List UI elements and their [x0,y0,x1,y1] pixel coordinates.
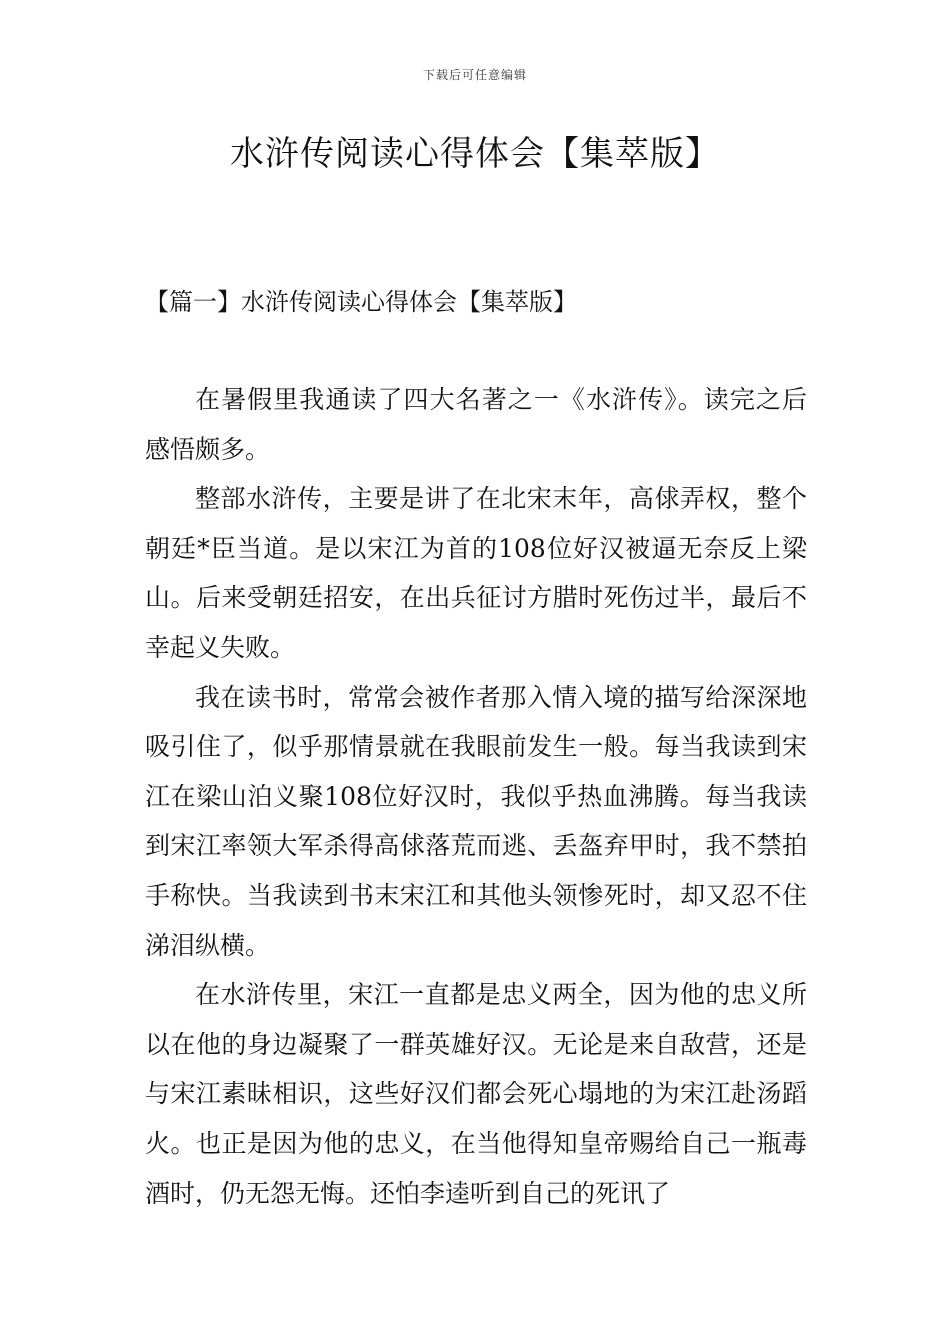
paragraph-4: 在水浒传里，宋江一直都是忠义两全，因为他的忠义所以在他的身边凝聚了一群英雄好汉。无论是来自敌营，还是与宋江素昧相识，这些好汉们都会死心塌地的为宋江赴汤蹈火。也正是因为他的忠义，在当他得知皇帝赐给自己一瓶毒酒时，仍无怨无悔。还怕李逵听到自己的死讯了 [145,980,807,1208]
paragraph-3: 我在读书时，常常会被作者那入情入境的描写给深深地吸引住了，似乎那情景就在我眼前发生一般。每当我读到宋江在梁山泊义聚108位好汉时，我似乎热血沸腾。每当我读到宋江率领大军杀得高俅落荒而逃、丢盔弃甲时，我不禁拍手称快。当我读到书末宋江和其他头领惨死时，却又忍不住涕泪纵横。 [145,682,807,960]
document-title: 水浒传阅读心得体会【集萃版】 [230,134,720,174]
body-text [145,375,807,1218]
header-note: 下载后可任意编辑 [422,68,527,82]
paragraph-1: 在暑假里我通读了四大名著之一《水浒传》。读完之后感悟颇多。 [145,385,807,464]
section-heading: 【篇一】水浒传阅读心得体会【集萃版】 [145,288,577,316]
paragraph-2: 整部水浒传，主要是讲了在北宋末年，高俅弄权，整个朝廷*臣当道。是以宋江为首的108位好汉被逼无奈反上梁山。后来受朝廷招安，在出兵征讨方腊时死伤过半，最后不幸起义失败。 [145,484,807,662]
